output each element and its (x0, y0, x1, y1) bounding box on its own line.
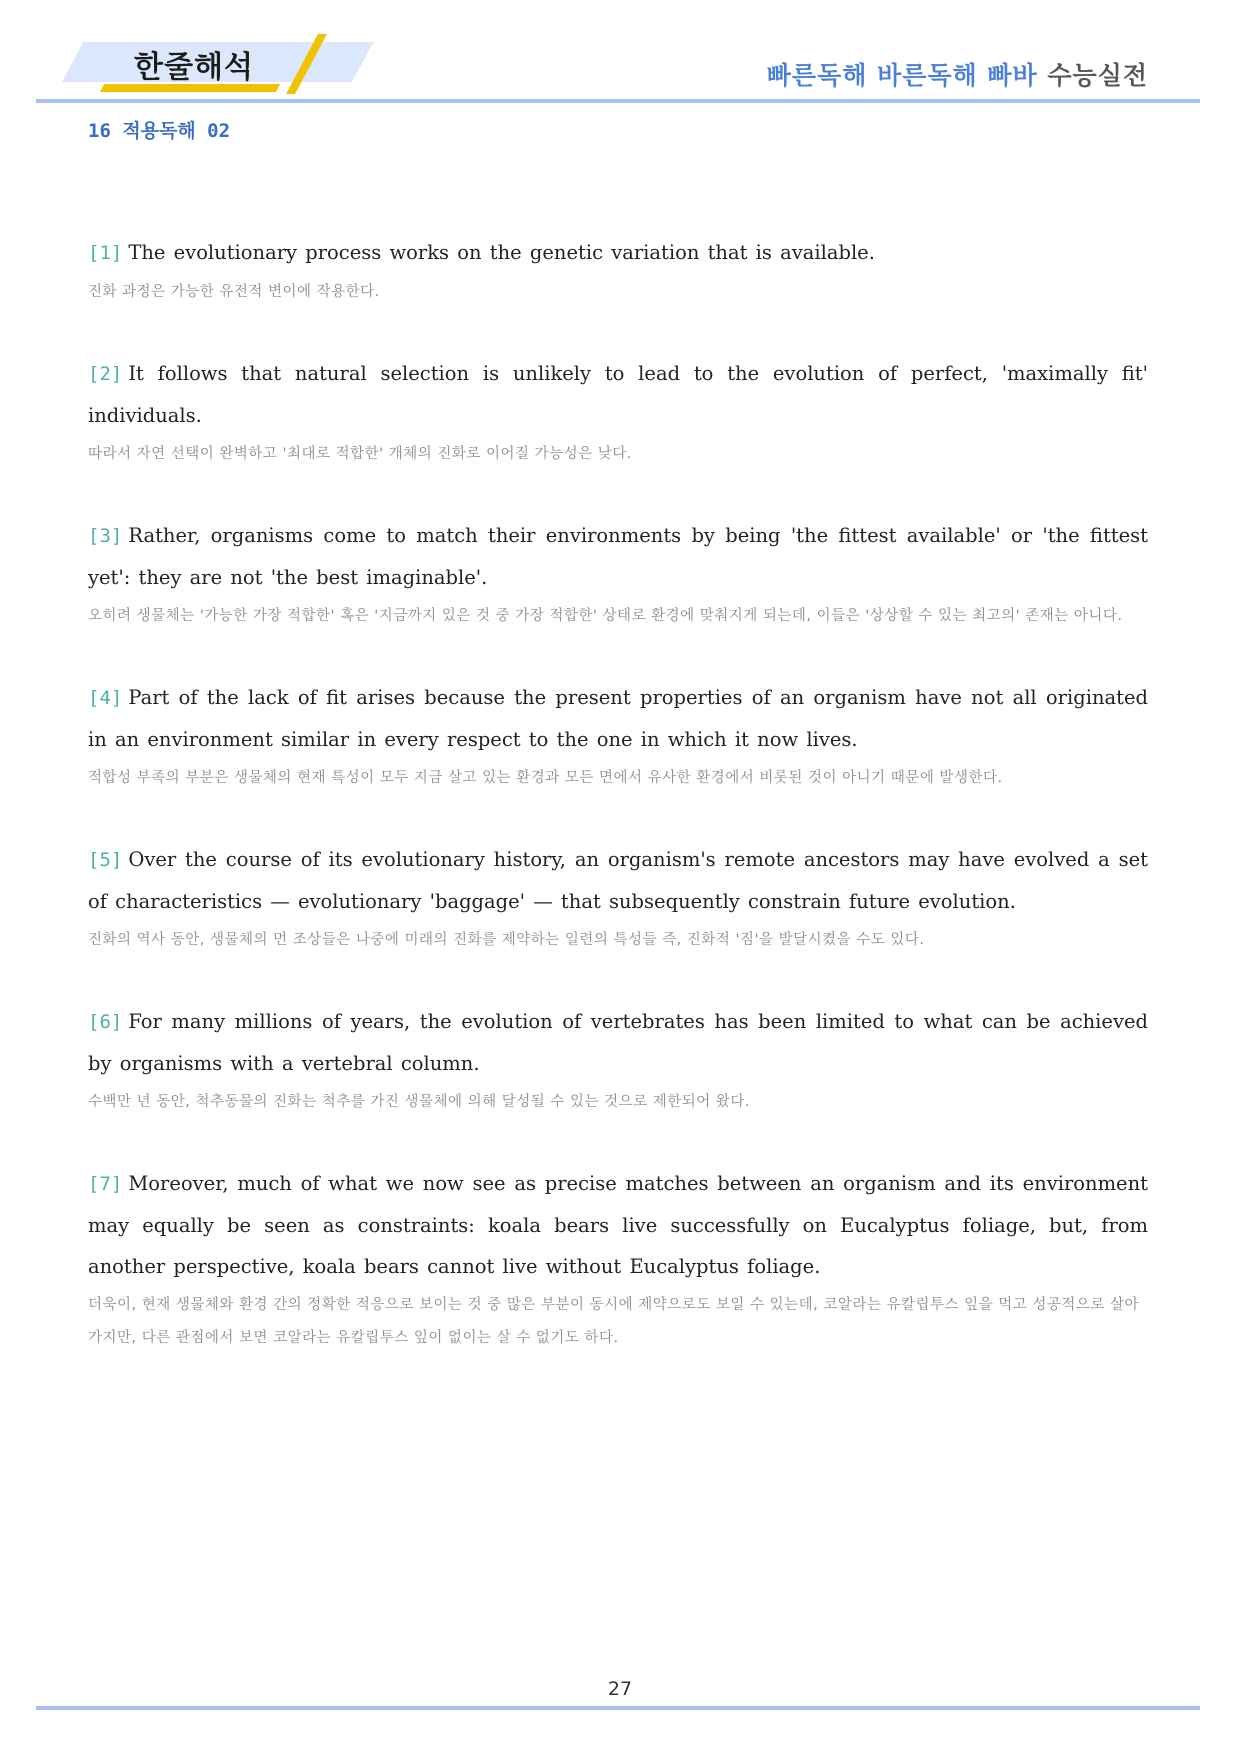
sentence-english: Part of the lack of fit arises because the present properties of an organism have not all originated in an environment similar in every respect to the one in which it now lives. (88, 686, 1148, 751)
sentence-item (88, 677, 1148, 795)
logo (62, 38, 362, 94)
book-title-last: 수능실전 (1047, 61, 1148, 90)
sentence-english: For many millions of years, the evolution of vertebrates has been limited to what can be achieved by organisms with a vertebral column. (88, 1010, 1148, 1075)
sentence-number: [4] (88, 687, 123, 709)
logo-text: 한줄해석 (134, 50, 254, 85)
sentence-english: It follows that natural selection is unlikely to lead to the evolution of perfect, 'maximally fit' individuals. (88, 362, 1148, 427)
sentence-korean: 진화 과정은 가능한 유전적 변이에 작용한다. (88, 284, 380, 300)
sentence-item (88, 515, 1148, 633)
sentence-english: Moreover, much of what we now see as precise matches between an organism and its environment may equally be seen as constraints: koala bears live successfully on Eucalyptus foliage, but, from another perspective, koala bears cannot live without Eucalyptus foliage. (88, 1172, 1148, 1278)
sentence-korean: 오히려 생물체는 '가능한 가장 적합한' 혹은 '지금까지 있은 것 중 가장 적합한' 상태로 환경에 맞춰지게 되는데, 이들은 '상상할 수 있는 최고의' 존재는 아니다. (88, 608, 1123, 624)
sentence-number: [1] (88, 242, 123, 264)
sentence-english: The evolutionary process works on the genetic variation that is available. (128, 241, 875, 264)
book-title-main: 빠른독해 바른독해 빠바 (766, 61, 1048, 90)
sentence-item (88, 232, 1148, 309)
sentence-list (88, 232, 1148, 1399)
sentence-item (88, 353, 1148, 471)
sentence-korean: 따라서 자연 선택이 완벽하고 '최대로 적합한' 개체의 진화로 이어질 가능성은 낮다. (88, 446, 632, 462)
sentence-number: [2] (88, 363, 123, 385)
sentence-number: [3] (88, 525, 123, 547)
sentence-number: [6] (88, 1011, 123, 1033)
sentence-korean: 적합성 부족의 부분은 생물체의 현재 특성이 모두 지금 살고 있는 환경과 모든 면에서 유사한 환경에서 비롯된 것이 아니기 때문에 발생한다. (88, 770, 1003, 786)
sentence-english: Over the course of its evolutionary history, an organism's remote ancestors may have evolved a set of characteristics — evolutionary 'baggage' — that subsequently constrain future evolution. (88, 848, 1148, 913)
sentence-korean: 진화의 역사 동안, 생물체의 먼 조상들은 나중에 미래의 진화를 제약하는 일련의 특성들 즉, 진화적 '짐'을 발달시켰을 수도 있다. (88, 932, 925, 948)
book-title (767, 56, 1148, 92)
header-rule (36, 99, 1200, 103)
page-number: 27 (607, 1678, 633, 1700)
page-header (0, 0, 1240, 110)
section-label: 16 적용독해 02 (88, 120, 231, 142)
sentence-number: [5] (88, 849, 123, 871)
sentence-item (88, 839, 1148, 957)
sentence-item (88, 1001, 1148, 1119)
footer-rule (36, 1706, 1200, 1710)
sentence-korean: 더욱이, 현재 생물체와 환경 간의 정확한 적응으로 보이는 것 중 많은 부분이 동시에 제약으로도 보일 수 있는데, 코알라는 유칼립투스 잎을 먹고 성공적으로 살아가지만, 다른 관점에서 보면 코알라는 유칼립투스 잎이 없이는 살 수 없기도 하다. (88, 1297, 1140, 1346)
sentence-number: [7] (88, 1173, 123, 1195)
sentence-english: Rather, organisms come to match their environments by being 'the fittest available' or 'the fittest yet': they are not 'the best imaginable'. (88, 524, 1148, 589)
sentence-item (88, 1163, 1148, 1355)
sentence-korean: 수백만 년 동안, 척추동물의 진화는 척추를 가진 생물체에 의해 달성될 수 있는 것으로 제한되어 왔다. (88, 1094, 751, 1110)
